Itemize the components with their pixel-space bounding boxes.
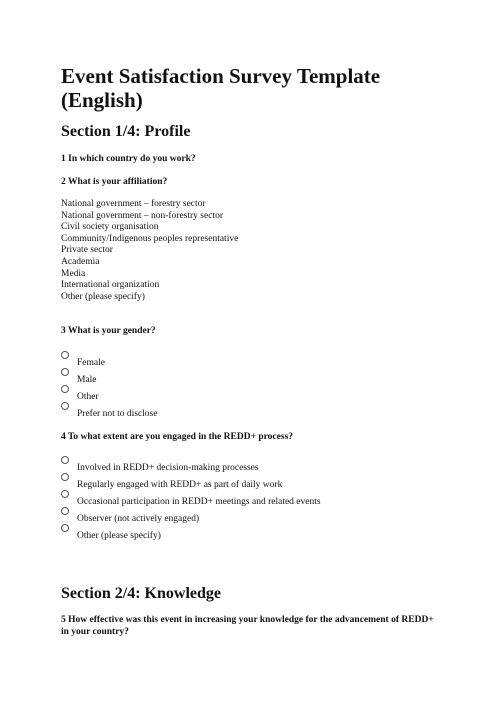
radio-button-icon[interactable] xyxy=(61,456,69,464)
radio-button-icon[interactable] xyxy=(61,490,69,498)
radio-option-label: Female xyxy=(77,358,105,368)
radio-button-icon[interactable] xyxy=(61,385,69,393)
affiliation-option: Community/Indigenous peoples representative xyxy=(61,233,239,244)
radio-option-label: Other (please specify) xyxy=(77,531,161,541)
question-4: 4 To what extent are you engaged in the REDD+ process? xyxy=(61,432,294,442)
radio-option-label: Male xyxy=(77,375,97,385)
affiliation-option: Civil society organisation xyxy=(61,222,159,233)
radio-option-label: Observer (not actively engaged) xyxy=(77,514,200,524)
question-1: 1 In which country do you work? xyxy=(61,154,196,164)
question-5: 5 How effective was this event in increasing your knowledge for the advancement of REDD+ in your country? xyxy=(61,615,434,637)
section-heading-knowledge: Section 2/4: Knowledge xyxy=(61,585,221,602)
question-3: 3 What is your gender? xyxy=(61,326,156,336)
radio-option-label: Occasional participation in REDD+ meetings and related events xyxy=(77,497,321,507)
affiliation-option: Media xyxy=(61,268,86,279)
radio-button-icon[interactable] xyxy=(61,524,69,532)
radio-option-label: Prefer not to disclose xyxy=(77,409,158,419)
document-title: Event Satisfaction Survey Template (English) xyxy=(61,64,381,112)
question-2: 2 What is your affiliation? xyxy=(61,177,168,187)
affiliation-option: National government – non-forestry sector xyxy=(61,210,223,221)
affiliation-options-list xyxy=(61,199,238,303)
radio-option-label: Regularly engaged with REDD+ as part of daily work xyxy=(77,480,283,490)
radio-option-label: Involved in REDD+ decision-making processes xyxy=(77,463,259,473)
affiliation-option: National government – forestry sector xyxy=(61,199,206,209)
affiliation-option: Private sector xyxy=(61,245,113,256)
radio-button-icon[interactable] xyxy=(61,351,69,359)
affiliation-option: International organization xyxy=(61,280,160,291)
radio-button-icon[interactable] xyxy=(61,368,69,376)
affiliation-option: Academia xyxy=(61,256,100,267)
radio-button-icon[interactable] xyxy=(61,402,69,410)
radio-button-icon[interactable] xyxy=(61,507,69,515)
affiliation-option: Other (please specify) xyxy=(61,291,145,302)
radio-button-icon[interactable] xyxy=(61,473,69,481)
section-heading-profile: Section 1/4: Profile xyxy=(61,123,191,140)
radio-option-label: Other xyxy=(77,392,99,402)
